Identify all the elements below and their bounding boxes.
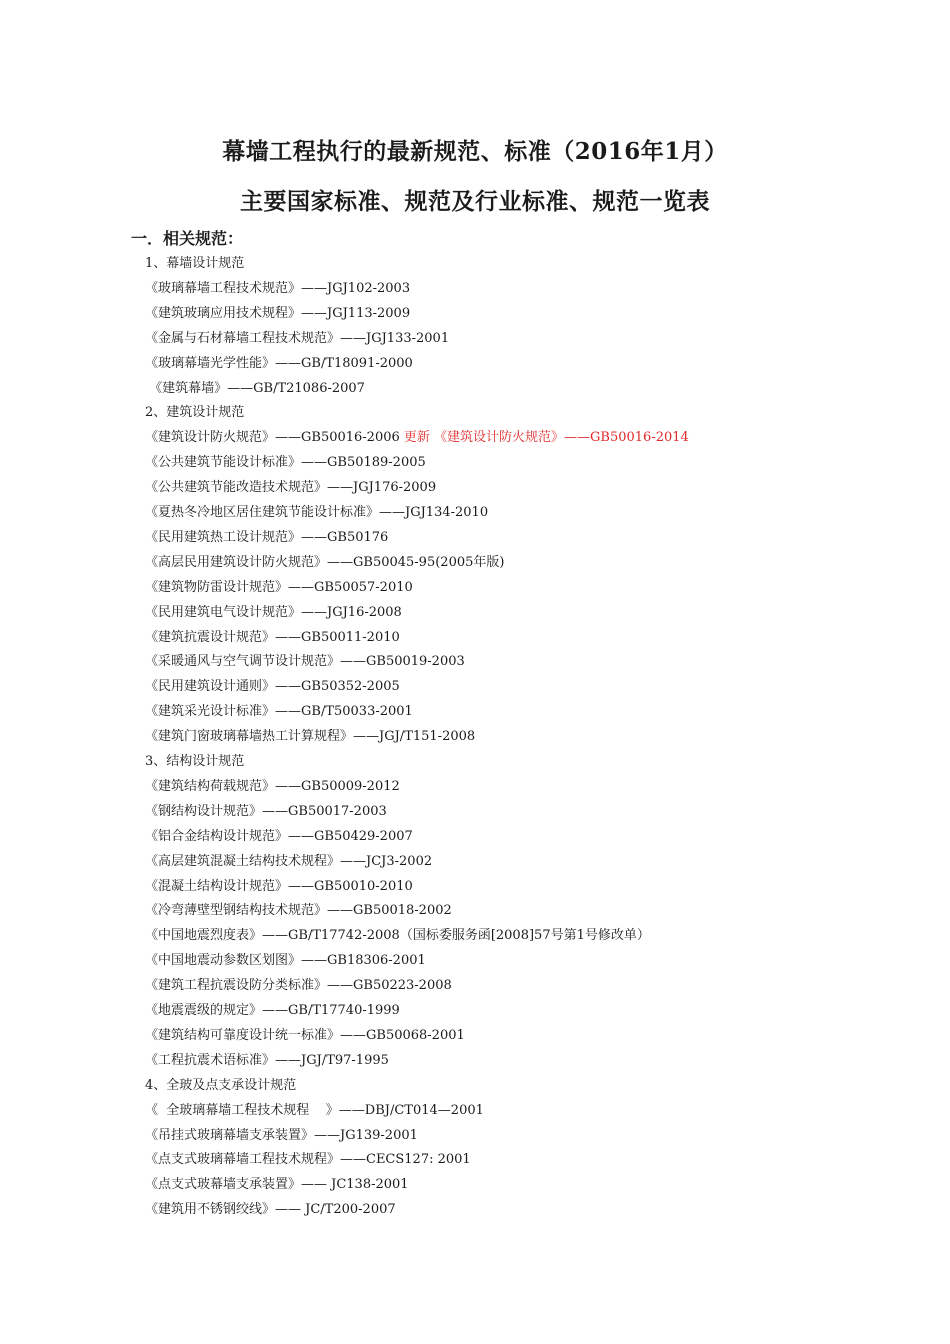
standard-item-text: 《金属与石材幕墙工程技术规范》——JGJ133-2001 (145, 330, 450, 346)
group-heading: 3、结构设计规范 (145, 754, 245, 769)
standard-item-text: 《建筑设计防火规范》——GB50016-2006 (145, 430, 404, 446)
group-heading: 4、全玻及点支承设计规范 (145, 1077, 297, 1093)
standard-item (145, 924, 650, 943)
standard-item-text: 《点支式玻璃幕墙工程技术规程》——CECS127: 2001 (145, 1152, 471, 1168)
standard-item-text: 《点支式玻幕墙支承装置》—— JC138-2001 (145, 1177, 409, 1193)
standard-item-text: 《建筑结构可靠度设计统一标准》——GB50068-2001 (145, 1027, 465, 1043)
standard-item (145, 1099, 484, 1118)
standard-item-text: 《民用建筑设计通则》——GB50352-2005 (145, 679, 400, 695)
standard-item (145, 650, 465, 669)
standard-item-text: 《冷弯薄壁型钢结构技术规范》——GB50018-2002 (145, 903, 452, 919)
standard-item-text: 《混凝土结构设计规范》——GB50010-2010 (145, 878, 413, 894)
standard-item-text: 《钢结构设计规范》——GB50017-2003 (145, 803, 387, 819)
standard-item (145, 700, 413, 719)
update-note: 更新 《建筑设计防火规范》——GB50016-2014 (403, 430, 689, 446)
standard-item (145, 825, 413, 844)
standard-item (145, 1124, 418, 1143)
standard-item (145, 426, 689, 445)
standard-item-text: 《建筑玻璃应用技术规程》——JGJ113-2009 (145, 305, 411, 321)
standard-item (145, 1024, 465, 1043)
standard-item-text: 《高层建筑混凝土结构技术规程》——JCJ3-2002 (145, 853, 433, 869)
standard-item-text: 《建筑用不锈钢绞线》—— JC/T200-2007 (145, 1202, 396, 1218)
standard-item (145, 800, 387, 819)
standard-item (145, 949, 426, 968)
section-heading: 一．相关规范： (131, 229, 244, 248)
standard-item-text: 《中国地震烈度表》——GB/T17742-2008（国标委服务函[2008]57号第1号修改单） (145, 928, 650, 944)
standard-item-text: 《公共建筑节能设计标准》——GB50189-2005 (145, 455, 426, 471)
standard-item (145, 526, 388, 545)
standard-item-text: 《玻璃幕墙光学性能》——GB/T18091-2000 (145, 355, 413, 371)
standard-item-text: 《地震震级的规定》——GB/T17740-1999 (145, 1003, 400, 1018)
standard-item (145, 601, 402, 620)
standard-item-text: 《铝合金结构设计规范》——GB50429-2007 (145, 828, 413, 844)
standard-item (145, 725, 475, 744)
standard-item-text: 《建筑物防雷设计规范》——GB50057-2010 (145, 579, 413, 595)
standard-item (145, 302, 410, 321)
standard-item (145, 1148, 471, 1167)
standard-item-text: 《高层民用建筑设计防火规范》——GB50045-95(2005年版) (145, 554, 505, 570)
standard-item (145, 1198, 396, 1217)
standard-item-text: 《采暖通风与空气调节设计规范》——GB50019-2003 (145, 654, 465, 670)
standard-item-text: 《建筑采光设计标准》——GB/T50033-2001 (145, 704, 413, 720)
standard-item-text: 《建筑抗震设计规范》——GB50011-2010 (145, 629, 400, 645)
standard-item-text: 《中国地震动参数区划图》——GB18306-2001 (145, 953, 426, 969)
standard-item-text: 《 全玻璃幕墙工程技术规程 》——DBJ/CT014—2001 (145, 1102, 484, 1118)
standard-item (145, 999, 400, 1018)
standard-item (145, 675, 400, 694)
standard-item-text: 《吊挂式玻璃幕墙支承装置》——JG139-2001 (145, 1127, 418, 1143)
standard-item-text: 《建筑幕墙》——GB/T21086-2007 (145, 380, 365, 396)
standard-item-text: 《玻璃幕墙工程技术规范》——JGJ102-2003 (145, 280, 411, 296)
standard-item (145, 1049, 389, 1068)
group-heading: 1、幕墙设计规范 (145, 256, 245, 271)
standard-item (145, 352, 413, 371)
standard-item (145, 899, 452, 918)
standard-item-text: 《建筑结构荷载规范》——GB50009-2012 (145, 778, 400, 794)
document-title: 幕墙工程执行的最新规范、标准（2016年1月） (222, 138, 728, 165)
standard-item (145, 551, 504, 570)
standard-item-text: 《建筑工程抗震设防分类标准》——GB50223-2008 (145, 978, 452, 994)
standard-item (145, 277, 410, 296)
standard-item (145, 775, 400, 794)
standard-item-text: 《公共建筑节能改造技术规范》——JGJ176-2009 (145, 480, 437, 496)
standard-item-text: 《民用建筑电气设计规范》——JGJ16-2008 (145, 604, 402, 620)
standard-item (145, 476, 436, 495)
standard-item-text: 《民用建筑热工设计规范》——GB50176 (145, 529, 389, 545)
standard-item (145, 875, 413, 894)
standard-item-text: 《夏热冬冷地区居住建筑节能设计标准》——JGJ134-2010 (145, 505, 489, 520)
standard-item (145, 501, 488, 520)
document-subtitle: 主要国家标准、规范及行业标准、规范一览表 (240, 188, 710, 215)
group-heading: 2、建筑设计规范 (145, 405, 245, 421)
standard-item (145, 377, 365, 396)
standard-item (145, 576, 413, 595)
standard-item (145, 626, 400, 645)
standard-item (145, 451, 426, 470)
standard-item (145, 327, 449, 346)
standard-item (145, 974, 452, 993)
standard-item-text: 《建筑门窗玻璃幕墙热工计算规程》——JGJ/T151-2008 (145, 729, 476, 745)
standard-item-text: 《工程抗震术语标准》——JGJ/T97-1995 (145, 1052, 389, 1068)
standard-item (145, 1173, 409, 1192)
standard-item (145, 850, 432, 869)
